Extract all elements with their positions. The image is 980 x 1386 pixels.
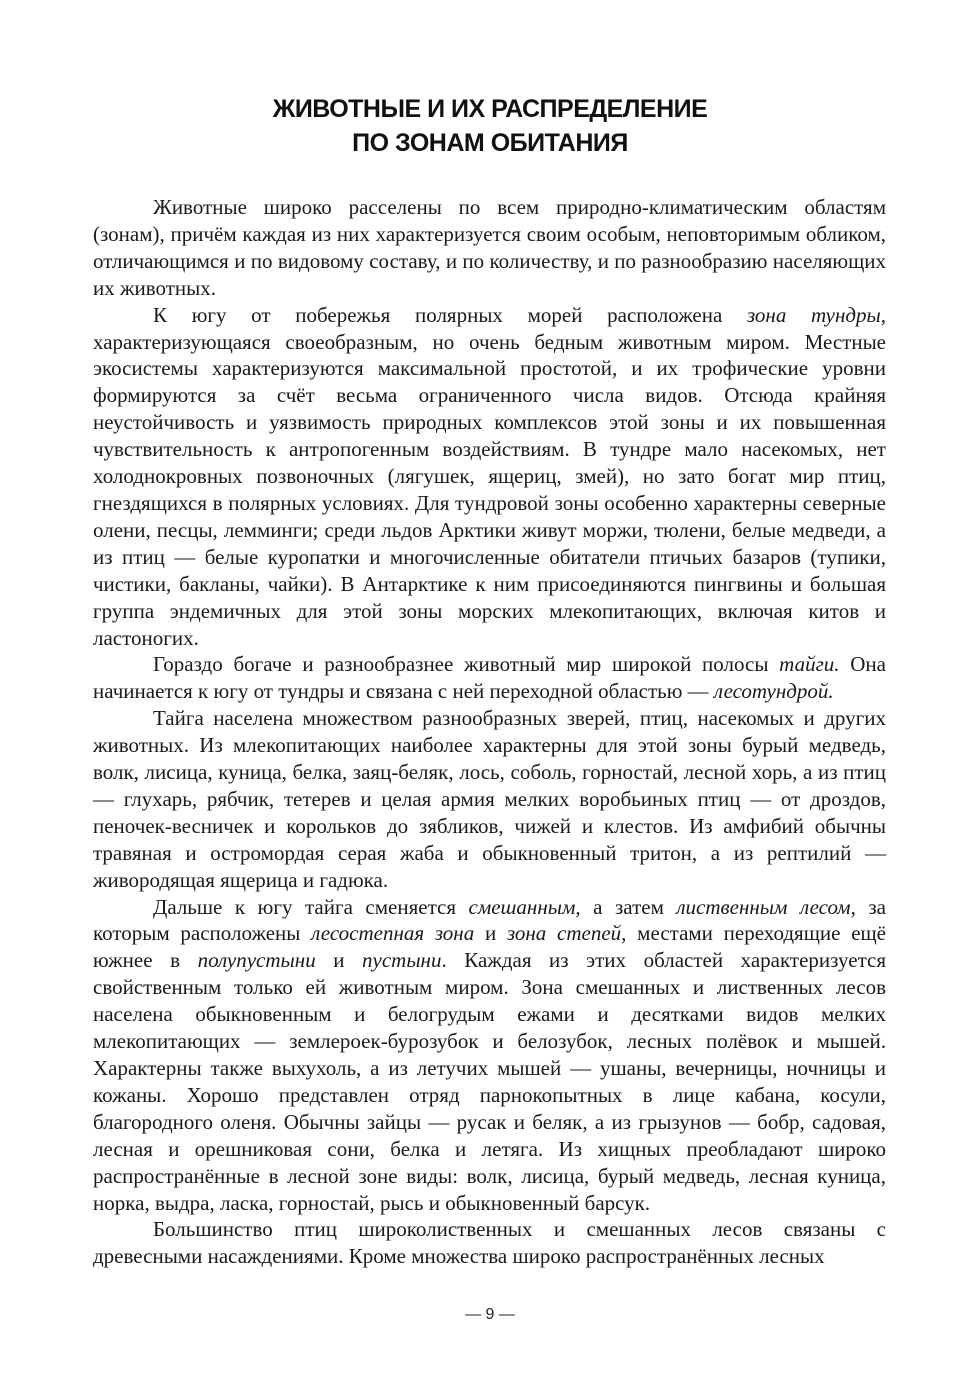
paragraph-text: а затем (580, 894, 677, 919)
emphasized-term: полупустыни (197, 948, 316, 973)
paragraph-text: Тайга населена множеством разнообразных зверей, птиц, насекомых и других животных. Из млекопитающих наиболее характерны для этой зоны бурый медведь, волк, лисица, куница, белка, заяц-беляк, лось, соболь, горностай, лесной хорь, а из птиц — глухарь, рябчик, тетерев и целая армия мелких воробьиных птиц — от дроздов, пеночек-весничек и корольков до зябликов, чижей и клестов. Из амфибий обычны травяная и остромордая серая жаба и обыкновенный тритон, а из рептилий — живородящая ящерица и гадюка. (93, 706, 886, 892)
emphasized-term: лиственным лесом (676, 894, 851, 919)
paragraph-text: местами переходящие ещё южнее в (93, 921, 887, 973)
emphasized-term: зона степей, (506, 921, 627, 946)
emphasized-term: лесотундрой. (713, 679, 834, 704)
paragraph (93, 705, 886, 893)
paragraph (93, 894, 886, 1217)
emphasized-term: лесостепная зона (311, 921, 475, 946)
paragraph (93, 194, 886, 302)
paragraph-text: Дальше к югу тайга сменяется (153, 894, 469, 919)
paragraph (93, 1216, 886, 1270)
paragraph-text: Животные широко расселены по всем природно-климатическим областям (зонам), причём каждая из них характеризуется своим особым, неповторимым обликом, отличающимся и по видовому составу, и по количеству, и по разнообразию населяющих их животных. (93, 195, 886, 300)
paragraph-text: Она начинается к югу от тундры и связана с ней переходной областью — (93, 652, 886, 704)
emphasized-term: смешанным, (468, 894, 581, 919)
paragraph (93, 651, 886, 705)
paragraph-text: Гораздо богаче и разнообразнее животный мир широкой полосы (153, 652, 780, 677)
emphasized-term: зона тундры, (747, 302, 886, 327)
page-title (0, 92, 980, 160)
paragraph (93, 302, 886, 652)
paragraph-text: и (315, 948, 363, 973)
paragraph-text: и (474, 921, 507, 946)
paragraph-text: К югу от побережья полярных морей расположена (153, 302, 747, 327)
paragraph-text: Большинство птиц широколиственных и смешанных лесов связаны с древесными насаждениями. Кроме множества широко распространённых лесных (93, 1217, 886, 1269)
title-line-2: ПО ЗОНАМ ОБИТАНИЯ (352, 129, 628, 157)
emphasized-term: тайги. (779, 652, 840, 677)
paragraph-text: . Каждая из этих областей характеризуется свойственным только ей животным миром. Зона смешанных и лиственных лесов населена обыкновенным и белогрудым ежами и десятками видов мелких млекопитающих — землероек-бурозубок и белозубок, лесных полёвок и мышей. Характерны также выхухоль, а из летучих мышей — ушаны, вечерницы, ночницы и кожаны. Хорошо представлен отряд парнокопытных в лице кабана, косули, благородного оленя. Обычны зайцы — русак и беляк, а из грызунов — бобр, садовая, лесная и орешниковая сони, белка и летяга. Из хищных преобладают широко распространённые в лесной зоне виды: волк, лисица, бурый медведь, лесная куница, норка, выдра, ласка, горностай, рысь и обыкновенный барсук. (93, 948, 886, 1215)
paragraph-text: , за которым расположены (93, 894, 886, 946)
emphasized-term: пустыни (362, 948, 442, 973)
body-text (93, 194, 886, 1270)
title-line-1: ЖИВОТНЫЕ И ИХ РАСПРЕДЕЛЕНИЕ (272, 95, 708, 123)
page-number: — 9 — (465, 1306, 515, 1323)
paragraph-text: характеризующаяся своеобразным, но очень бедным животным миром. Местные экосистемы характеризуются максимальной простотой, и их трофические уровни формируются за счёт весьма ограниченного числа видов. Отсюда крайняя неустойчивость и уязвимость природных комплексов этой зоны и их повышенная чувствительность к антропогенным воздействиям. В тундре мало насекомых, нет холоднокровных позвоночных (лягушек, ящериц, змей), но зато богат мир птиц, гнездящихся в полярных условиях. Для тундровой зоны особенно характерны северные олени, песцы, лемминги; среди льдов Арктики живут моржи, тюлени, белые медведи, а из птиц — белые куропатки и многочисленные обитатели птичьих базаров (тупики, чистики, бакланы, чайки). В Антарктике к ним присоединяются пингвины и большая группа эндемичных для этой зоны морских млекопитающих, включая китов и ластоногих. (93, 329, 886, 650)
